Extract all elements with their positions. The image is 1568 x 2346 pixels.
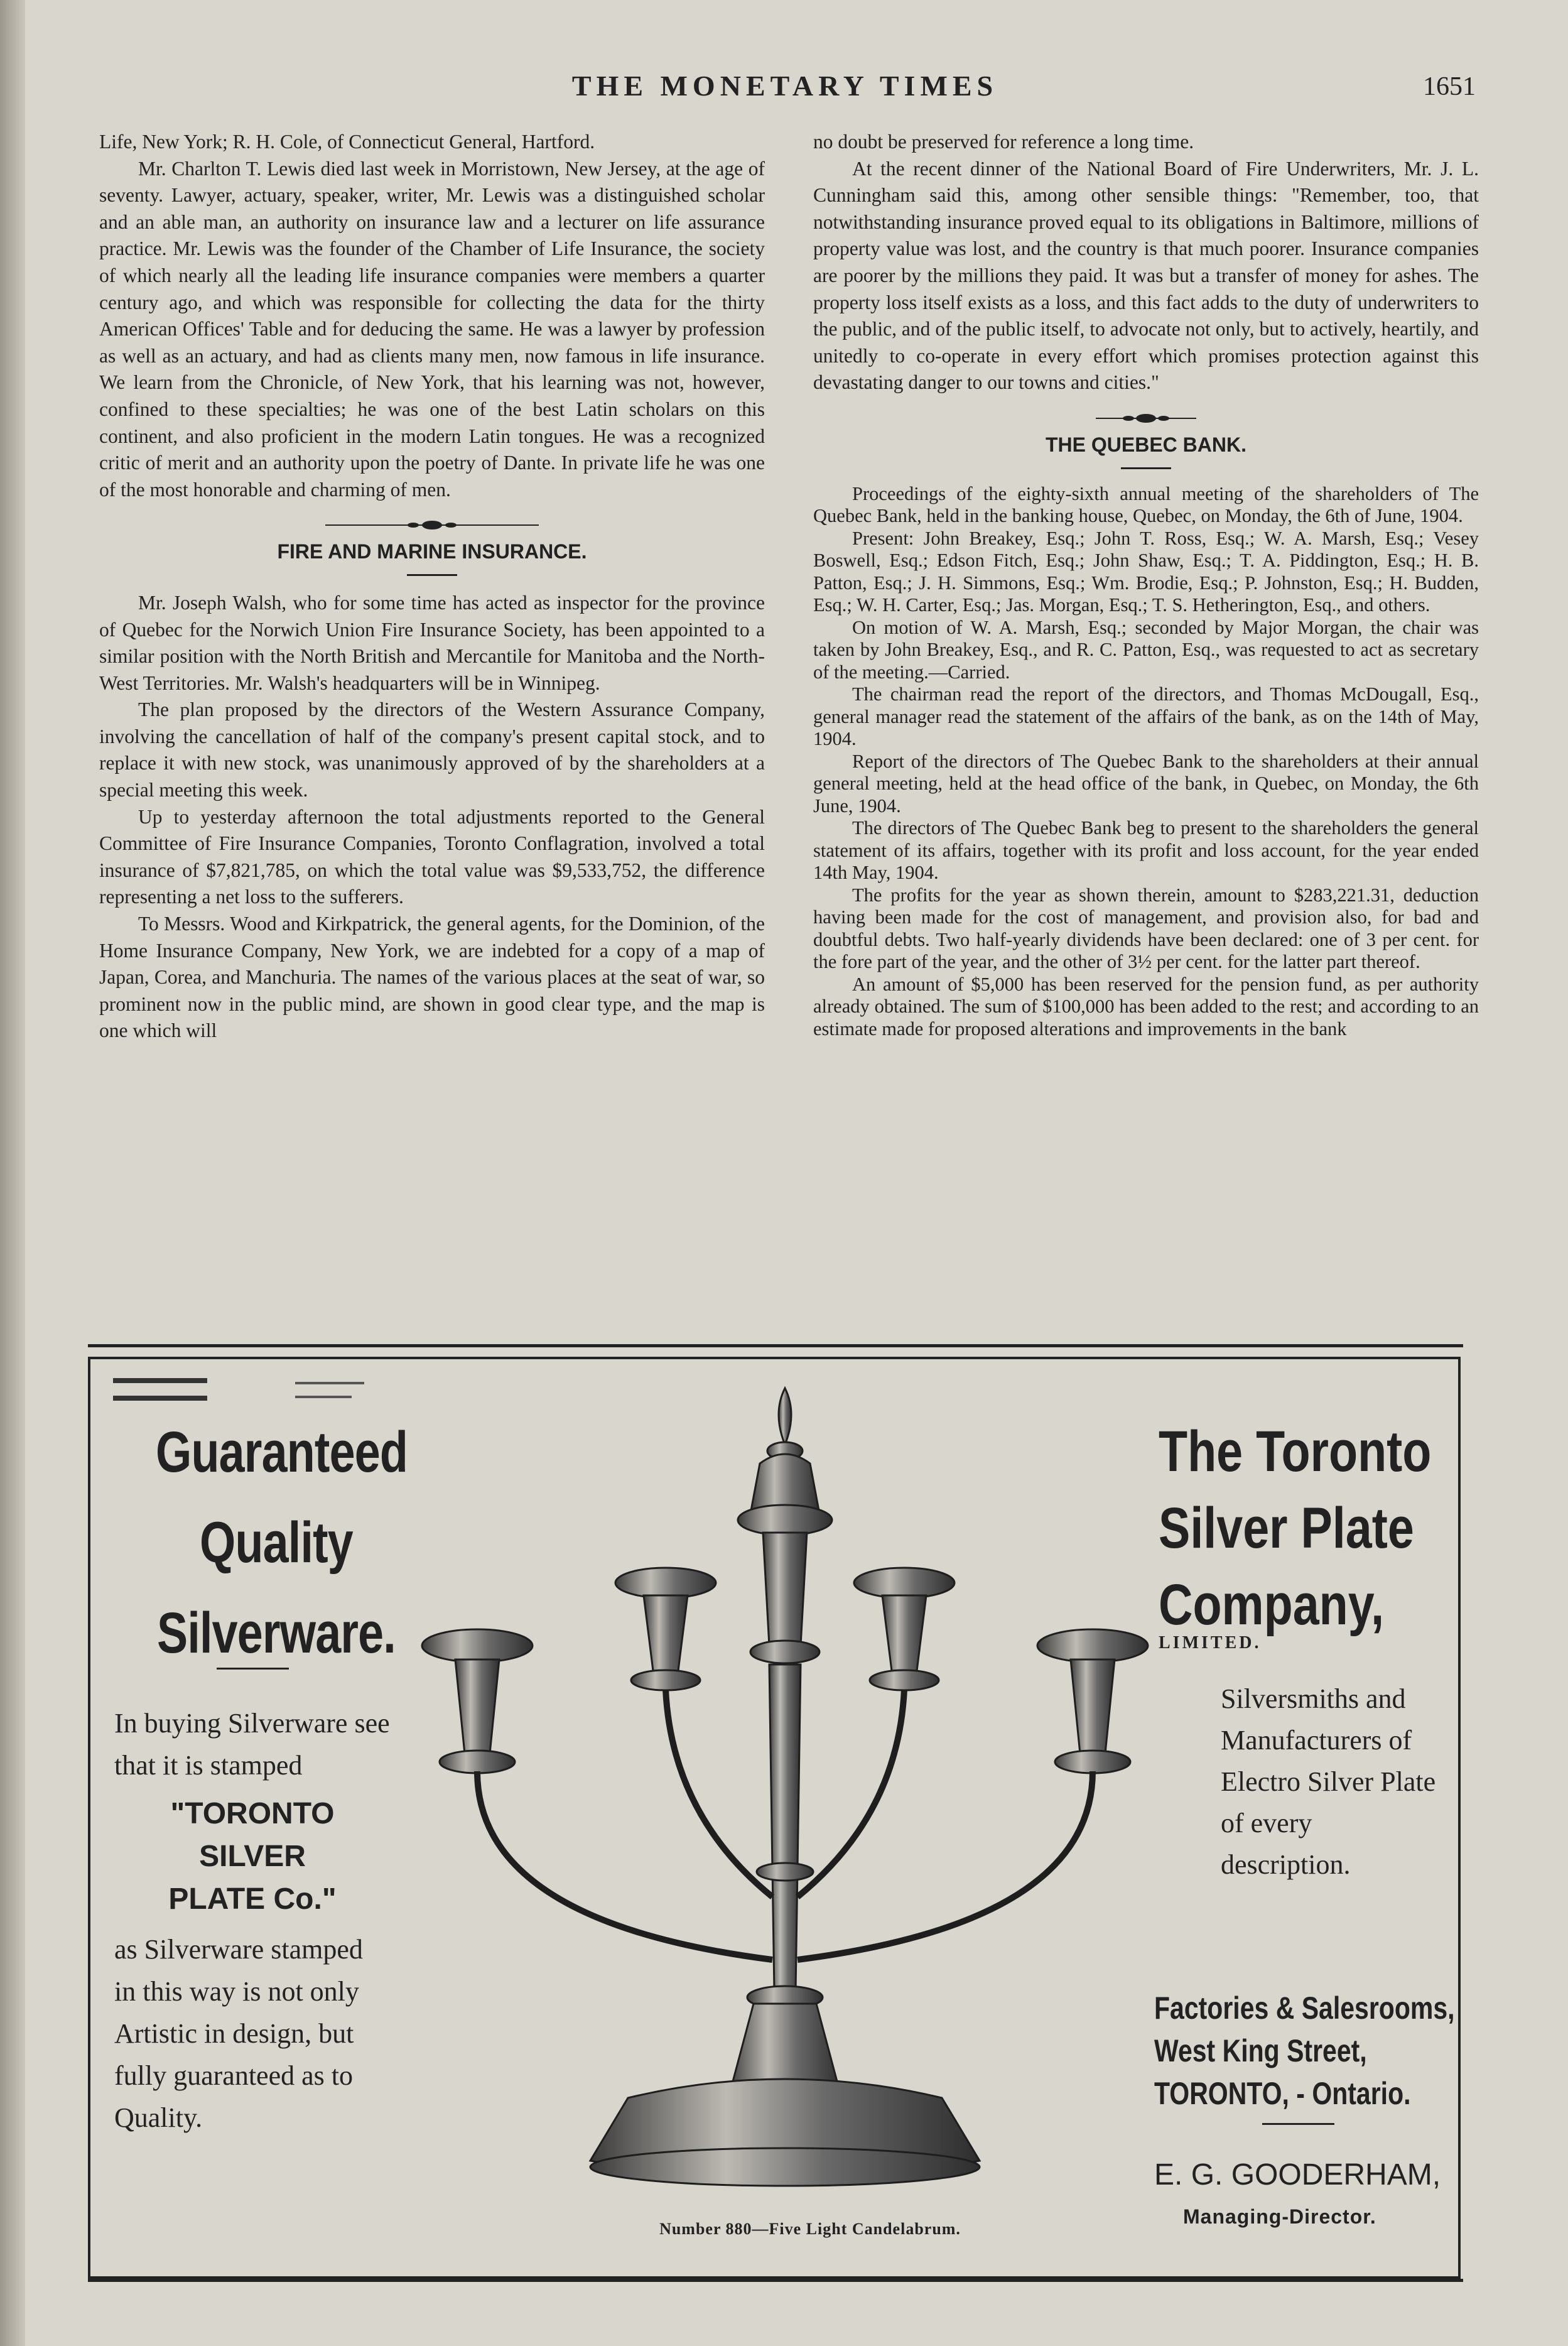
ad-left-body [114, 1702, 391, 2139]
ad-body-text: In buying Silverware see that it is stamped [114, 1708, 390, 1781]
stamp-line: PLATE Co." [168, 1882, 337, 1916]
paragraph: On motion of W. A. Marsh, Esq.; seconded by Major Morgan, the chair was taken by John Breakey, Esq., and R. C. Patton, Esq., was requested to act as secretary of the meeting.—Carried. [813, 616, 1479, 683]
ad-signatory [1154, 2154, 1456, 2237]
section-heading: THE QUEBEC BANK. [1045, 433, 1246, 456]
left-column [99, 129, 765, 1045]
paragraph: Up to yesterday afternoon the total adjustments reported to the General Committee of Fire Insurance Companies, Toronto Conflagration, involved a total insurance of $7,821,785, on which the total value was $9,533,752, the difference representing a net loss to the sufferers. [99, 805, 765, 908]
signatory-title: Managing-Director. [1183, 2205, 1376, 2228]
page-number: 1651 [1423, 72, 1476, 101]
paragraph: The profits for the year as shown therein, amount to $283,221.31, deduction having been made for the cost of management, and provision also, for bad and doubtful debts. Two half-yearly dividends have been declared: one of 3 per cent. for the fore part of the year, and the other of 3½ per cent. for the latter part thereof. [813, 884, 1479, 973]
stamp-line: "TORONTO SILVER [170, 1797, 335, 1873]
paragraph: Mr. Charlton T. Lewis died last week in Morristown, New Jersey, at the age of seventy. Lawyer, actuary, speaker, writer, Mr. Lewis was a distinguished scholar and an able man, an authority on insurance law and a lecturer on life assurance practice. Mr. Lewis was the founder of the Chamber of Life Insurance, the society of which nearly all the leading life insurance companies were members a quarter century ago, and which was responsible for collecting the data for the thirty American Offices' Table and for deducing the same. He was a lawyer by profession as well as an actuary, and had as clients many men, now famous in life insurance. We learn from the Chronicle, of New York, that his learning was not, however, confined to these specialties; he was one of the best Latin scholars on this continent, and also proficient in the modern Latin tongues. He was a recognized critic of merit and an authority upon the poetry of Dante. In private life he was one of the most honorable and charming of men. [99, 157, 765, 501]
advertisement-top-rule [88, 1344, 1463, 1347]
headline-line: Silverware. [157, 1601, 396, 1665]
section-heading: FIRE AND MARINE INSURANCE. [277, 540, 587, 563]
paragraph: To Messrs. Wood and Kirkpatrick, the general agents, for the Dominion, of the Home Insurance Company, New York, we are indebted for a copy of a map of Japan, Corea, and Manchuria. The names of the various places at the seat of war, so prominent now in the public mind, are shown in good clear type, and the map is one which will [99, 913, 765, 1042]
right-column [813, 129, 1479, 1040]
ad-body-text: as Silverware stamped in this way is not only Artistic in design, but fully guaranteed as to Quality. [114, 1934, 363, 2133]
paragraph: no doubt be preserved for reference a long time. [813, 131, 1194, 153]
paragraph: At the recent dinner of the National Board of Fire Underwriters, Mr. J. L. Cunningham said this, among other sensible things: "Remember, too, that notwithstanding insurance proved equal to its obligations in Baltimore, millions of property value was lost, and the country is that much poorer. Insurance companies are poorer by the millions they paid. It was but a transfer of money for ashes. The property loss itself exists as a loss, and this fact adds to the duty of underwriters to the public, and of the public itself, to advocate not only, but to actively, heartily, and unitedly to co-operate in every effort which promises protection against this devastating danger to our towns and cities." [813, 157, 1479, 394]
address-line: TORONTO, - Ontario. [1154, 2076, 1411, 2111]
heading-rule [407, 574, 457, 576]
ornament-divider [813, 406, 1479, 421]
signatory-name: E. G. GOODERHAM, [1154, 2158, 1441, 2191]
ad-divider [1262, 2123, 1334, 2125]
paragraph: Mr. Joseph Walsh, who for some time has acted as inspector for the province of Quebec for the Norwich Union Fire Insurance Society, has been appointed to a similar position with the North British and Mercantile for Manitoba and the North-West Territories. Mr. Walsh's headquarters will be in Winnipeg. [99, 591, 765, 694]
headline-line: Guaranteed [156, 1420, 408, 1484]
address-line: Factories & Salesrooms, [1154, 1990, 1455, 2026]
paragraph: Report of the directors of The Quebec Bank to the shareholders at their annual general meeting, held at the head office of the bank, in Quebec, on Monday, the 6th June, 1904. [813, 750, 1479, 817]
ad-right-headline [1159, 1413, 1460, 1643]
heading-rule [1121, 467, 1171, 469]
paragraph: An amount of $5,000 has been reserved for the pension fund, as per authority already obtained. The sum of $100,000 has been added to the rest; and according to an estimate made for proposed alterations and improvements in the bank [813, 973, 1479, 1040]
page-gutter-edge [0, 0, 25, 2346]
paragraph: Life, New York; R. H. Cole, of Connecticut General, Hartford. [99, 131, 595, 153]
running-title: THE MONETARY TIMES [571, 70, 998, 102]
paragraph: The plan proposed by the directors of the Western Assurance Company, involving the cancellation of half of the company's present capital stock, and to replace it with new stock, was unanimously approved of by the shareholders at a special meeting this week. [99, 698, 765, 801]
ad-right-body: Silversmiths and Manufacturers of Electro Silver Plate of every description. [1221, 1683, 1436, 1880]
paragraph: The directors of The Quebec Bank beg to present to the shareholders the general statement of its affairs, together with its profit and loss account, for the year ended 14th May, 1904. [813, 817, 1479, 884]
page-header [94, 69, 1476, 113]
headline-line: Quality [200, 1511, 353, 1575]
ornament-divider [99, 513, 765, 528]
paragraph: The chairman read the report of the directors, and Thomas McDougall, Esq., general manager read the statement of the affairs of the bank, as on the 14th of May, 1904. [813, 683, 1479, 750]
ad-stamp-text [114, 1793, 391, 1921]
paragraph: Present: John Breakey, Esq.; John T. Ross, Esq.; W. A. Marsh, Esq.; Vesey Boswell, Esq.; Edson Fitch, Esq.; John Shaw, Esq.; T. A. Piddington, Esq.; H. B. Patton, Esq.; J. H. Simmons, Esq.; Wm. Brodie, Esq.; P. Johnston, Esq.; H. Budden, Esq.; W. H. Carter, Esq.; Jas. Morgan, Esq.; T. S. Hetherington, Esq., and others. [813, 527, 1479, 616]
paragraph: Proceedings of the eighty-sixth annual meeting of the shareholders of The Quebec Bank, held in the banking house, Quebec, on Monday, the 6th of June, 1904. [813, 482, 1479, 527]
address-line: West King Street, [1154, 2033, 1367, 2068]
limited-label: LIMITED. [1159, 1633, 1262, 1653]
ad-address [1154, 1987, 1456, 2115]
ad-divider [217, 1668, 289, 1670]
ad-left-headline [126, 1407, 427, 1678]
ad-image-caption: Number 880—Five Light Candelabrum. [659, 2220, 961, 2238]
headline-line: Silver Plate [1159, 1496, 1414, 1560]
headline-line: The Toronto [1159, 1420, 1432, 1484]
candelabrum-illustration [402, 1369, 1168, 2211]
advertisement-bottom-rule [88, 2279, 1463, 2282]
headline-line: Company, [1159, 1573, 1385, 1637]
